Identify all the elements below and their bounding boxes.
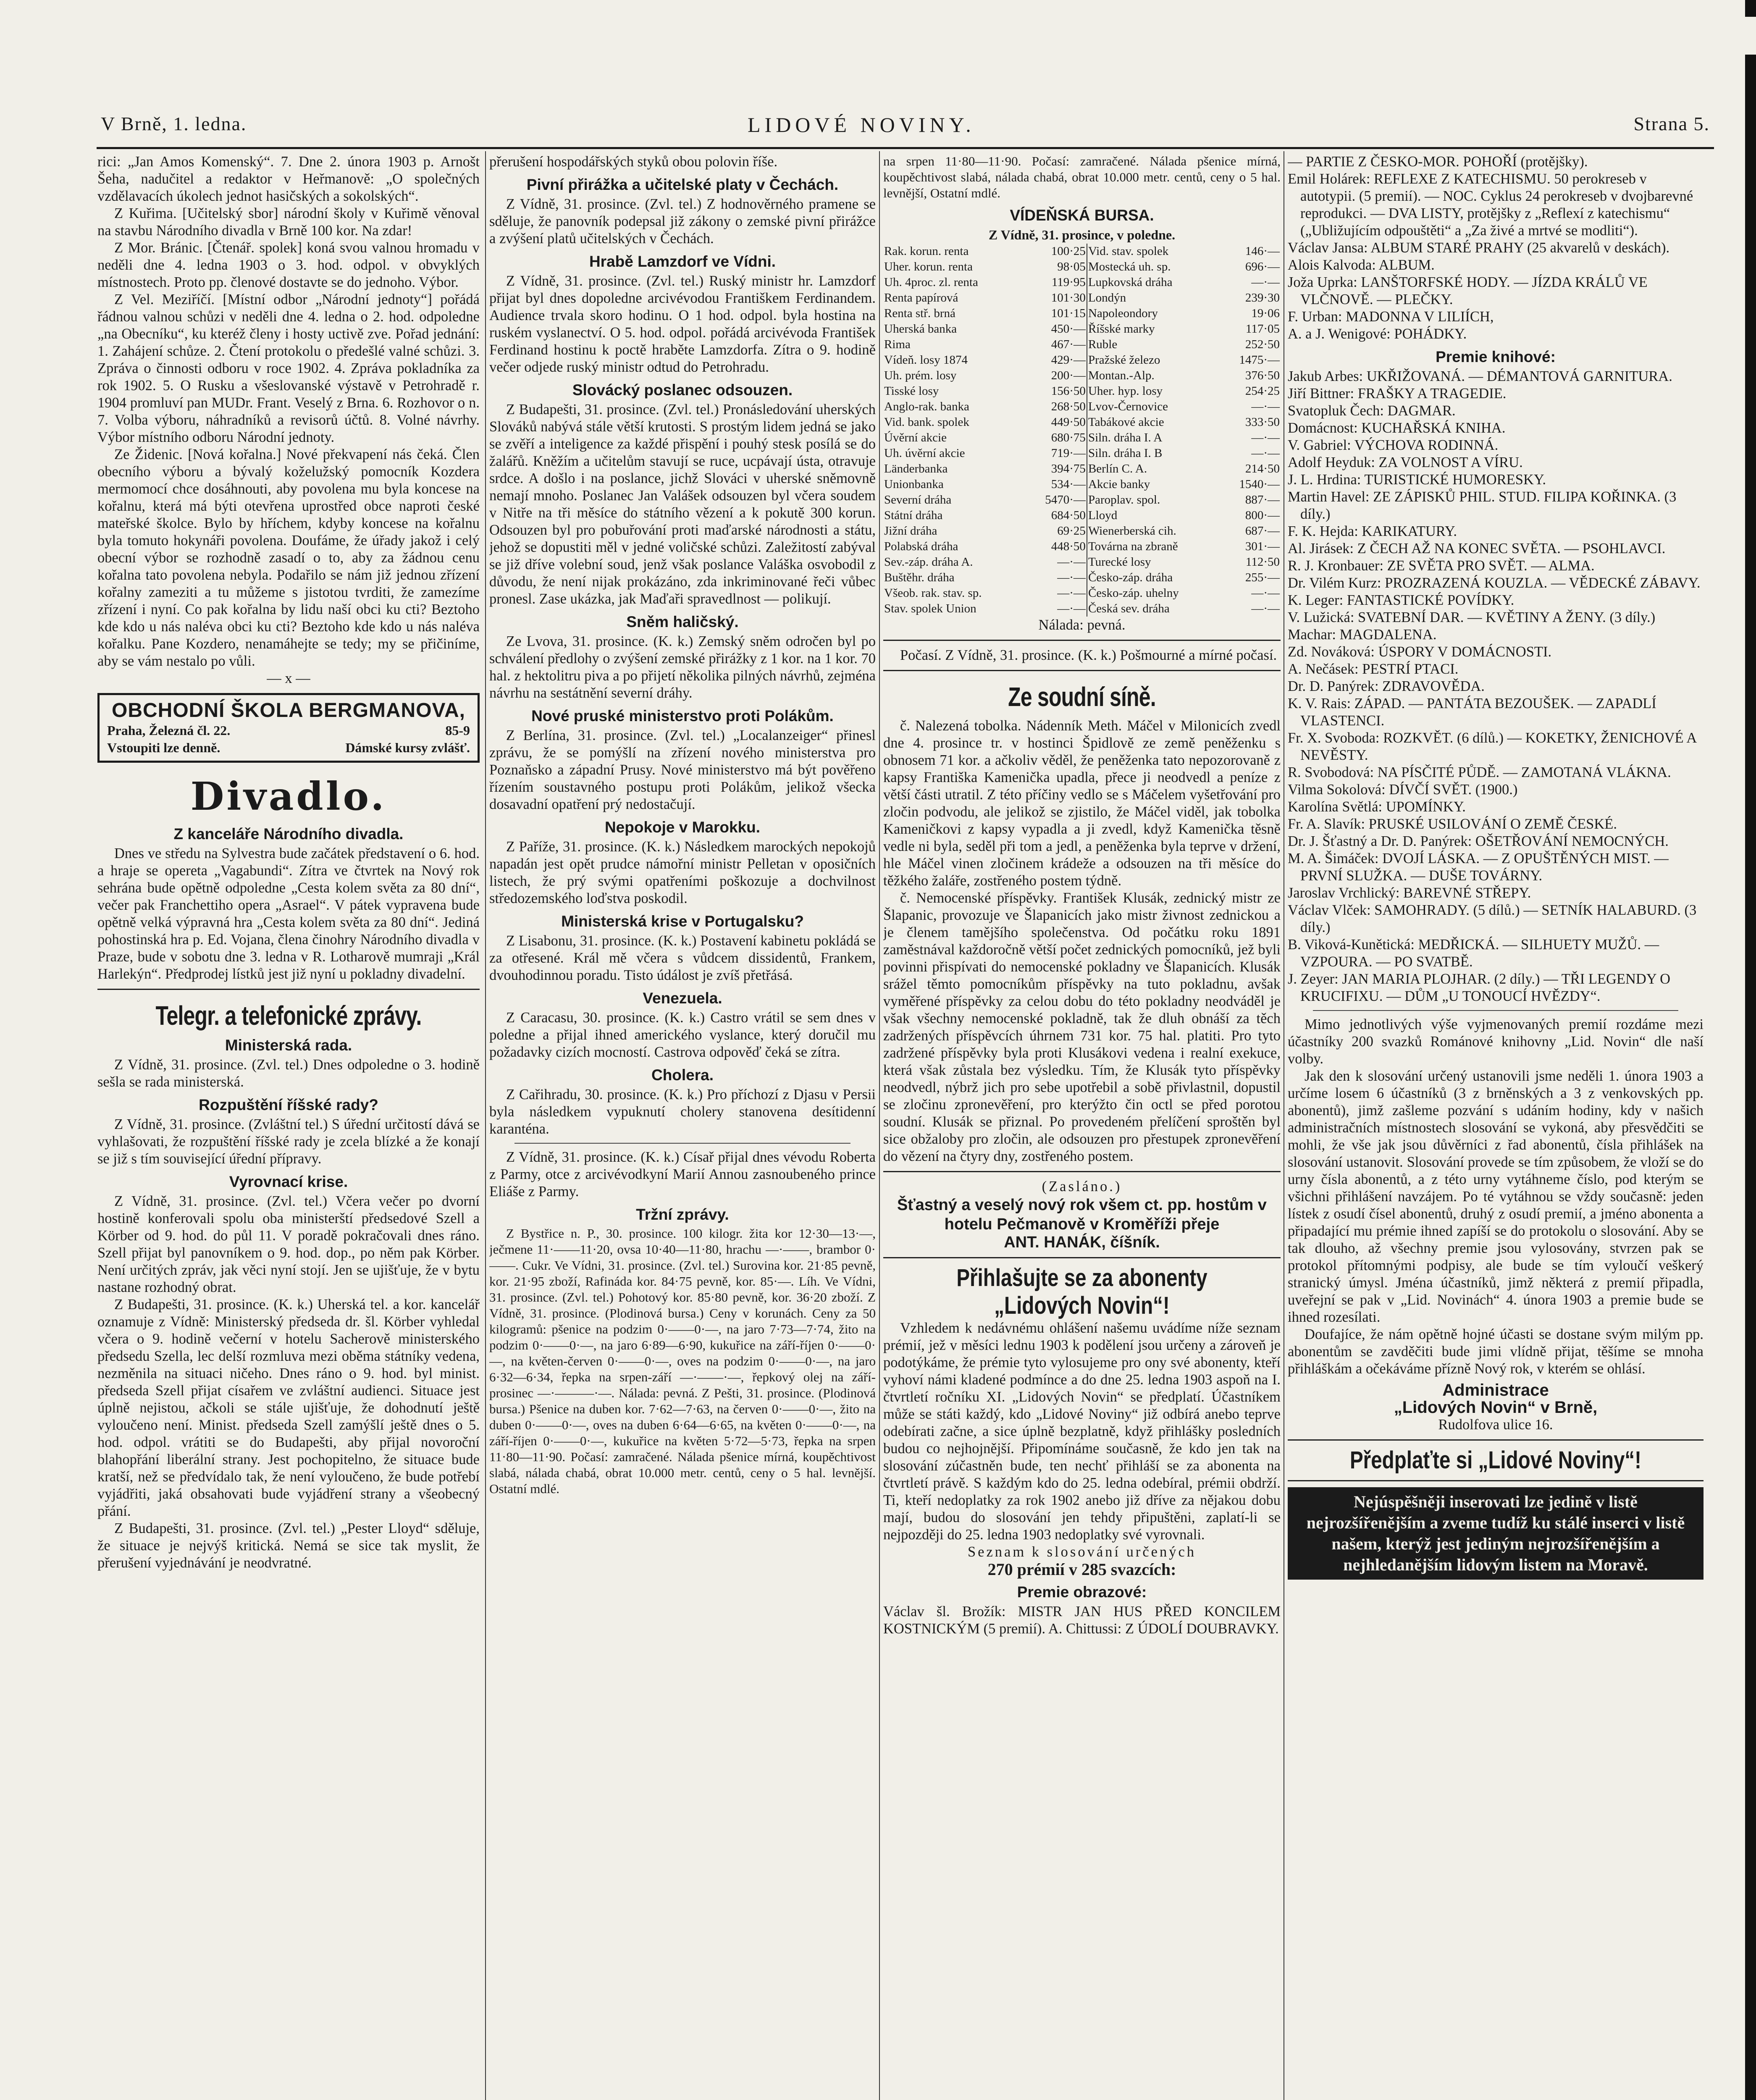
exchange-value: 449·50 [1026, 415, 1087, 430]
lottery-heading: Seznam k slosování určených [967, 1544, 1197, 1560]
exchange-value: —·— [1251, 446, 1280, 460]
exchange-value: 117·05 [1245, 322, 1280, 336]
exchange-value: 146·— [1245, 244, 1280, 258]
exchange-value: —·— [1251, 431, 1280, 444]
exchange-value: —·— [1251, 586, 1280, 600]
premium-item: F. Urban: MADONNA V LILIÍCH, [1288, 309, 1494, 325]
premium-list: Václav šl. Brožík: MISTR JAN HUS PŘED KONCILEM KOSTNICKÝM (5 premií). A. Chittussi: Z ÚDOLÍ DOUBRAVKY. [883, 1604, 1281, 1637]
exchange-value: —·— [1251, 276, 1280, 289]
exchange-name: Uher. korun. renta [884, 260, 973, 273]
exchange-value: 333·50 [1245, 415, 1280, 429]
exchange-name: Stav. spolek Union [884, 602, 976, 615]
exchange-name: Všeob. rak. stav. sp. [884, 586, 982, 600]
premium-item: Jakub Arbes: UKŘIŽOVANÁ. — DÉMANTOVÁ GARNITURA. [1288, 368, 1672, 384]
exchange-value: 450·— [1026, 321, 1087, 337]
school-advertisement [97, 693, 480, 763]
exchange-name: Renta stř. brná [884, 307, 955, 320]
premium-item: Al. Jirásek: Z ČECH AŽ NA KONEC SVĚTA. — PSOHLAVCI. [1288, 541, 1666, 556]
exchange-date: Z Vídně, 31. prosince, v poledne. [988, 227, 1176, 242]
premium-item: B. Viková-Kunětická: MEDŘICKÁ. — SILHUETY MUŽŮ. — VZPOURA. — PO SVATBĚ. [1288, 937, 1659, 970]
article-text: č. Nemocenské příspěvky. František Klusák, zednický mistr ze Šlapanic, provozuje ve Šlapanicích jako mistr živnost zednickou a je členem tamějšího společenstva. Od počátku roku 1891 zaměstnával každoročně větší počet zednických pomocníků, jež byli povinni přispívati do nemocenské pokladny ve Šlapanicích. Klusák srážel těmto pomocníkům příspěvky na tuto pokladnu, avšak vyměřené příspěvky za celou dobu do této pokladny neodváděl je však všechny nemocenské pokladně, tak že dluh obnáší za těch zadržených příspěvcích úhrnem 731 kor. 75 hal. platiti. Pro tyto zadržené příspěvky byla proti Klusákovi vedena i realní exekuce, která však zůstala bez výsledku. Tím, že Klusák tyto příspěvky neodvedl, nýbrž jich pro sebe upotřebil a sobě přivlastnil, dopustil se zločinu zpronevěření, pro kterýžto čin octl se před porotou soudní. Klusák se přiznal. Po provedeném přelíčení sproštěn byl sice obžaloby pro zločin, ale odsouzen pro přestupek zpronevěření do vězení na čtyry dny, zostřeného postem. [883, 890, 1281, 1164]
column-divider [879, 151, 880, 2100]
column-2 [489, 153, 876, 2100]
article-text: Ze Židenic. [Nová kořalna.] Nové překvapení nás čeká. Člen obecního výboru a bývalý koželužský pomocník Kozdera mermomocí chce dosáhnouti, aby povolena mu byla koncese na kořalnu, která má býti otevřena uprostřed obce naproti české mateřské školce. Bylo by hříchem, kdyby koncese na kořalnu byla tomuto hokynáři povolena. Doufáme, že úřady jakož i celý obecní výbor se rozhodně zasadí o to, aby za žádnou cenu kořalna tato povolena nebyla. Podařilo se nám již jednou zřízení kořalny zameziti a tu můžeme s jistotou tvrditi, že zamezíme zřízení i nyní. Co pak kořalna by lidu naší obci ku cti? Beztoho kde kdo u nás naléva obci ku cti? Beztoho kde kdo u nás naléva kořalku. Pane Kozdero, nenamáhejte se tedy; my se přičiníme, aby se vám nestalo po vůli. [97, 446, 480, 669]
exchange-value: 448·50 [1026, 539, 1087, 554]
exchange-value: 98·05 [1026, 259, 1087, 275]
exchange-value: —·— [1026, 601, 1087, 617]
exchange-name: Berlín C. A. [1088, 462, 1147, 475]
zaslano-label: (Zasláno.) [1042, 1179, 1122, 1194]
article-heading: Ministerská krise v Portugalsku? [561, 913, 804, 930]
admin-name: „Lidových Novin“ v Brně, [1394, 1398, 1598, 1417]
exchange-row [883, 399, 1281, 415]
exchange-name: Rak. korun. renta [884, 244, 969, 258]
subscribe-banner: Předplaťte si „Lidové Noviny“! [1349, 1446, 1642, 1474]
school-ad-code: 85-9 [445, 723, 470, 738]
exchange-name: Česká sev. dráha [1088, 602, 1170, 615]
premium-item: K. Leger: FANTASTICKÉ POVÍDKY. [1288, 592, 1515, 608]
school-ad-note: Dámské kursy zvlášť. [345, 740, 470, 755]
article-heading: Ministerská rada. [225, 1037, 352, 1054]
masthead-title: LIDOVÉ NOVINY. [748, 113, 975, 136]
column-1 [97, 153, 480, 2100]
article-heading: Vyrovnací krise. [229, 1173, 348, 1190]
end-mark: — x — [267, 670, 310, 686]
greeting-ad: Šťastný a veselý nový rok všem ct. pp. hostům v hotelu Pečmanově v Kroměříži přeje [897, 1196, 1267, 1233]
premium-item: — PARTIE Z ČESKO-MOR. POHOŘÍ (protějšky). [1288, 154, 1588, 170]
exchange-value: 376·50 [1245, 369, 1280, 382]
exchange-value: 687·— [1245, 524, 1280, 538]
exchange-name: Polabská dráha [884, 540, 958, 553]
column-3 [883, 153, 1281, 2100]
school-ad-address: Praha, Železná čl. 22. [107, 723, 231, 738]
exchange-value: 214·50 [1245, 462, 1280, 475]
exchange-value: 101·15 [1026, 306, 1087, 321]
article-text: Z Budapešti, 31. prosince. (K. k.) Uherská tel. a kor. kancelář oznamuje z Vídně: Ministerský předseda dr. šl. Körber vyhledal včera o 9. hodině večerní v hotelu Sacherově ministerského předsedu Szella, lec delší rozmluva mezi oběma státníky vedena, nezměnila na situaci ničeho. Dnes ráno o 9. hod. byl minist. předseda Szell přijat císařem ve zvláštní audienci. Situace jest úplně nejistou, ačkoli se stále ujišťuje, že dohodnutí ještě vyloučeno není. Minist. předseda Szell zamýšlí ještě dnes o 5. hod. odpol. vrátiti se do Budapešti, aby přijal novoroční blahopřání liberální strany. Jest pochopitelno, že situace bude kratší, než se předvídalo tak, že není vyloučeno, že bude potřebí vyjádřiti, jaká obsahovati bude vyjádření strany a všeobecný přání. [97, 1297, 480, 1519]
exchange-value: 429·— [1026, 352, 1087, 368]
lottery-count: 270 prémií v 285 svazcích: [987, 1560, 1176, 1579]
exchange-name: Jižní dráha [884, 524, 937, 538]
exchange-name: Sev.-záp. dráha A. [884, 555, 973, 569]
exchange-name: Rima [884, 338, 911, 351]
market-report: na srpen 11·80—11·90. Počasí: zamračené. Nálada pšenice mírná, koupěchtivost slabá, nálada chabá, obrat 10.000 metr. centů, ceny o 5 hal. levnější, Ostatní mdlé. [883, 154, 1281, 200]
article-text: Z Budapešti, 31. prosince. (Zvl. tel.) Pronásledování uherských Slováků nabývá stále větší krutosti. S prostým lidem jedná se jako se zvěří a inteligence za každé přispění i pouhý stesk posílá se do žalářů. Kněžím a učitelům stavují se ruce, ucpávají ústa, otravuje srdce. A došlo i na poslance, jichž Slováci v uherské sněmovně nemají mnoho. Poslanec Jan Valášek odsouzen byl včera soudem v Nitře na tři měsíce do státního vězení a k pokutě 300 korun. Odsouzen byl pro pobuřování proti maďarské národnosti a státu, jehož se dopustiti měl v jedné voličské schůzi. Zaležitostí zabýval se již dříve volební soud, jenž však poslance Valáška osvobodil z důvodu, že není nijak prokázáno, zda inkriminované řeči vůbec pronesl. Zase ukázka, jak Maďaři spravedlnost — polikují. [489, 402, 876, 607]
exchange-row [883, 244, 1281, 259]
premium-item: Martin Havel: ZE ZÁPISKŮ PHIL. STUD. FILIPA KOŘINKA. (3 díly.) [1288, 489, 1677, 522]
premium-item: Václav Jansa: ALBUM STARÉ PRAHY (25 akvarelů v deskách). [1288, 240, 1670, 256]
article-text: Z Vídně, 31. prosince. (Zvl. tel.) Včera večer po dvorní hostině konferovali spolu oba ministerští předsedové Szell a Körber od 9. hod. do půl 11. V poradě pokračovali dnes ráno. Szell přijat byl panovníkem o 9. hod. dop., po něm pak Körber. Není určitých zpráv, jak věci nyní stojí. Jen se ujišťuje, že v bytu nastane rozhodný obrat. [97, 1193, 480, 1295]
article-text: Ze Lvova, 31. prosince. (K. k.) Zemský sněm odročen byl po schválení předlohy o zvýšení zemské přirážky z 1 kor. na 1 kor. 70 hal. z hektolitru piva a po přijetí několika pilných návrhů, zejména návrhu na sestátnění severní dráhy. [489, 633, 876, 701]
section-rule [883, 1171, 1281, 1172]
premium-item: Fr. A. Slavík: PRUSKÉ USILOVÁNÍ O ZEMĚ ČESKÉ. [1288, 816, 1617, 832]
article-heading: Rozpuštění říšské rady? [199, 1096, 378, 1113]
exchange-value: —·— [1251, 400, 1280, 413]
greeting-signature: ANT. HANÁK, číšník. [1004, 1234, 1160, 1251]
exchange-value: 254·25 [1245, 384, 1280, 398]
section-rule [1313, 1010, 1678, 1011]
article-text: Z Kuřima. [Učitelský sbor] národní školy v Kuřimě věnoval na stavbu Národního divadla v Brně 100 kor. Na zdar! [97, 205, 480, 239]
article-text: Z Vídně, 31. prosince. (Zvl. tel.) Dnes odpoledne o 3. hodině sešla se rada ministerská. [97, 1057, 480, 1090]
exchange-value: 301·— [1245, 540, 1280, 553]
exchange-name: Ruble [1088, 338, 1118, 351]
exchange-name: Lupkovská dráha [1088, 276, 1173, 289]
section-heading-telegrams: Telegr. a telefonické zprávy. [155, 1000, 422, 1031]
article-text: Z Vídně, 31. prosince. (Zvl. tel.) Z hodnověrného pramene se sděluje, že panovník podepsal již zákony o zemské pivní přirážce a zvýšení platů učitelských v Čechách. [489, 196, 876, 247]
exchange-name: Montan.-Alp. [1088, 369, 1155, 382]
exchange-name: Londýn [1088, 291, 1126, 304]
article-text: Z Berlína, 31. prosince. (Zvl. tel.) „Localanzeiger“ přinesl zprávu, že se pomýšlí na zřízení nového ministerstva pro Poznaňsko a západní Prusy. Nové ministerstvo má být pověřeno řízením soustavného postupu proti Polákům, jelikož všecka dosavadní opatření prý nedostačují. [489, 727, 876, 812]
exchange-name: Siln. dráha I. A [1088, 431, 1163, 444]
masthead-date: V Brně, 1. ledna. [101, 113, 247, 134]
article-text: Z Caracasu, 30. prosince. (K. k.) Castro vrátil se sem dnes v poledne a přijal ihned amerického vyslance, který doručil mu požadavky cizích mocností. Castrova odpověď čeká se zítra. [489, 1010, 876, 1060]
exchange-row [883, 383, 1281, 399]
exchange-name: Napoleondory [1088, 307, 1158, 320]
masthead-rule [97, 147, 1714, 149]
section-rule [883, 1257, 1281, 1258]
premium-heading: Premie knihové: [1436, 348, 1556, 365]
exchange-value: 119·95 [1026, 275, 1087, 290]
exchange-name: Turecké losy [1088, 555, 1151, 569]
scan-edge [1745, 0, 1756, 2100]
exchange-name: Anglo-rak. banka [884, 400, 969, 413]
article-text: Vzhledem k nedávnému ohlášení našemu uvádíme níže seznam prémií, jež v měsíci lednu 1903 k podělení jsou určeny a zároveň je podotýkáme, že prémie tyto vylosujeme pro ony své abonenty, kteří vyhoví námi kladené podmínce a do dne 25. ledna 1903 aspoň na I. čtvrtletí ročníku XI. „Lidových Novin“ se předplatí. Účastníkem může se státi každý, kdo „Lidové Noviny“ již odbírá anebo teprve odebírati začne, a sice úplně bezplatně, když přihlášky posledních budou co nejhojnější. Připomínáme současně, že kdo jen tak na slosování zúčastněn bude, ten nechť přihláší se za abonenta na čtvrtletí právě. S každým kdo do 25. ledna odebíral, prémii obdrží. Ti, kteří nedoplatky za rok 1902 anebo již dříve za nějakou dobu mají, budou do slosování jen tehdy připuštěni, zaplatí-li se nejpozději do 25. ledna 1903 nedoplatky své vyrovnali. [883, 1320, 1281, 1543]
premium-item: Fr. X. Svoboda: ROZKVĚT. (6 dílů.) — KOKETKY, ŽENICHOVÉ A NEVĚSTY. [1288, 730, 1696, 763]
exchange-value: —·— [1251, 602, 1280, 615]
exchange-value: 69·25 [1026, 523, 1087, 539]
premium-item: V. Gabriel: VÝCHOVA RODINNÁ. [1288, 437, 1499, 453]
exchange-row [883, 461, 1281, 477]
exchange-value: 239·30 [1245, 291, 1280, 304]
article-text: rici: „Jan Amos Komenský“. 7. Dne 2. února 1903 p. Arnošt Šeha, nadučitel a redaktor v Heřmanově: „O společných vzdělavacích úkolech jednot hasičských a sokolských“. [97, 154, 480, 204]
exchange-name: Vid. bank. spolek [884, 415, 969, 429]
exchange-row [883, 306, 1281, 321]
exchange-mood: Nálada: pevná. [1038, 617, 1126, 633]
article-heading: Venezuela. [643, 990, 722, 1007]
article-text: Mimo jednotlivých výše vyjmenovaných premií rozdáme mezi účastníky 200 svazků Románové knihovny „Lid. Novin“ dle naší volby. [1288, 1016, 1704, 1067]
article-text: Z Vídně, 31. prosince. (K. k.) Císař přijal dnes vévodu Roberta z Parmy, otce z arcivévodkyní Marií Annou zasnoubeného prince Eliáše z Parmy. [489, 1149, 876, 1200]
exchange-name: Paroplav. spol. [1088, 493, 1160, 507]
market-report: Z Bystřice n. P., 30. prosince. 100 kilogr. žita kor 12·30—13·—, ječmene 11·——11·20, ovsa 10·40—11·80, hrachu —·——, brambor 0·——. Cukr. Ve Vídni, 31. prosince. (Zvl. tel.) Surovina kor. 21·85 pevně, kor. 21·95 zboží, Rafináda kor. 84·75 pevně, kor. 85·—. Líh. Ve Vídni, 31. prosince. (Zvl. tel.) Pohotový kor. 85·80 pevně, kor. 36·20 zboží. Z Vídně, 31. prosince. (Plodinová bursa.) Ceny v korunách. Ceny za 50 kilogramů: pšenice na podzim 0·——0·—, na jaro 7·73—7·74, žito na podzim 0·——0·—, na jaro 6·89—6·90, kukuřice na září-říjen 0·——0·—, na květen-červen 0·——0·—, oves na podzim 0·——0·—, na jaro 6·32—6·34, řepka na srpen-září —·——·—, řepkový olej na září-prosinec —·———·—. Nálada: pevná. Z Pešti, 31. prosince. (Plodinová bursa.) Pšenice na duben kor. 7·62—7·63, na červen 0·——0·—, žito na duben 0·——0·—, oves na duben 6·64—6·65, na květen 0·——0·—, na září-říjen 0·——0·—, kukuřice na květen 5·72—5·73, řepka na srpen 11·80—11·90. Počasí: zamračené. Nálada pšenice mírná, koupěchtivost slabá, nálada chabá, obrat 10.000 metr. centů, ceny o 5 hal. levnější. Ostatní mdlé. [489, 1226, 876, 1496]
exchange-row [883, 290, 1281, 306]
exchange-name: Tisské losy [884, 384, 939, 398]
exchange-name: Akcie banky [1088, 478, 1150, 491]
masthead-page: Strana 5. [1633, 113, 1710, 134]
exchange-row [883, 321, 1281, 337]
exchange-value: 800·— [1245, 509, 1280, 522]
article-text: Z Cařihradu, 30. prosince. (K. k.) Pro příchozí z Djasu v Persii byla následkem vypuknutí cholery stanovena desítidenní karanténa. [489, 1087, 876, 1137]
exchange-row [883, 477, 1281, 492]
exchange-value: 696·— [1245, 260, 1280, 273]
premium-item: Václav Vlček: SAMOHRADY. (5 dílů.) — SETNÍK HALABURD. (3 díly.) [1288, 902, 1697, 935]
premium-item: Emil Holárek: REFLEXE Z KATECHISMU. 50 perokreseb v autotypii. (5 premií). — NOC. Cyklus 24 perokreseb v dvojbarevné reprodukci. — DVA LISTY, protějšky z „Reflexí z katechismu“ („Ubližujícím odpouštěti“ a „Za živé a mrtvé se modliti“). [1288, 171, 1693, 239]
premium-item: R. J. Kronbauer: ZE SVĚTA PRO SVĚT. — ALMA. [1288, 558, 1595, 574]
article-text: Z Mor. Bránic. [Čtenář. spolek] koná svou valnou hromadu v neděli dne 4. ledna 1903 o 3. hod. odpol. v obvyklých místnostech. Proto pp. členové dostavte se do jednoho. Výbor. [97, 240, 480, 290]
exchange-name: Mostecká uh. sp. [1088, 260, 1171, 273]
exchange-name: Severní dráha [884, 493, 952, 507]
premium-item: Joža Uprka: LANŠTORFSKÉ HODY. — JÍZDA KRÁLŮ VE VLČNOVĚ. — PLEČKY. [1288, 274, 1648, 307]
exchange-name: Vid. stav. spolek [1088, 244, 1169, 258]
exchange-value: 467·— [1026, 337, 1087, 352]
exchange-value: 394·75 [1026, 461, 1087, 477]
premium-item: A. Nečásek: PESTRÍ PTACI. [1288, 661, 1459, 677]
article-heading: Nepokoje v Marokku. [604, 819, 761, 836]
premium-item: Alois Kalvoda: ALBUM. [1288, 257, 1435, 273]
premium-item: Domácnost: KUCHAŘSKÁ KNIHA. [1288, 420, 1506, 436]
exchange-value: 534·— [1026, 477, 1087, 492]
exchange-row [883, 368, 1281, 383]
exchange-value: 887·— [1245, 493, 1280, 507]
section-rule [97, 989, 480, 990]
exchange-row [883, 275, 1281, 290]
exchange-name: Česko-záp. uhelny [1088, 586, 1179, 600]
exchange-value: 156·50 [1026, 383, 1087, 399]
column-4 [1288, 153, 1704, 2100]
article-text: přerušení hospodářských styků obou polovin říše. [489, 154, 778, 170]
premium-item: R. Svobodová: NA PÍSČITÉ PŮDĚ. — ZAMOTANÁ VLÁKNA. [1288, 764, 1671, 780]
article-text: Dnes ve středu na Sylvestra bude začátek představení o 6. hod. a hraje se opereta „Vagabundi“. Zítra ve čtvrtek na Nový rok sehrána bude opětně odpoledne „Cesta kolem světa za 80 dní“, večer pak Franchettiho opera „Asrael“. V pátek vypravena bude opětně velká výpravná hra „Cesta kolem světa za 80 dní“. Jediná pohostinská hra p. Ed. Vojana, člena činohry Národního divadla v Praze, bude v sobotu dne 3. ledna v R. Lotharově mumraji „Král Harlekýn“. Předprodej lístků jest již nyní u pokladny divadelní. [97, 845, 480, 982]
article-text: č. Nalezená tobolka. Nádenník Meth. Máčel v Milonicích zvedl dne 4. prosince tr. v hostinci Špidlově ze země peněženku s obnosem 71 kor. a ačkoliv věděl, že peněženka tato nepozorovaně z kapsy Františka Kamenička upadla, přece ji neodvedl a peníze z větší části utratil. Z této příčiny vedlo se s Máčelem vyšetřování pro zločin podvodu, ale jelikož se zjistilo, že Máčel viděl, jak tobolka Kameničkovi z kapsy vypadla a ji zvedl, když Kamenička těsně vedle ni byla, seděl při tom a jedl, a peněženka byla teprve v držení, hle Máčel vinen zločinem krádeže a odsouzen na tři měsíce do těžkého žaláře, zostřeného postem týdně. [883, 718, 1281, 889]
section-rule [1288, 1439, 1704, 1441]
exchange-value: 1475·— [1239, 353, 1280, 367]
exchange-row [883, 446, 1281, 461]
premium-item: J. L. Hrdina: TURISTICKÉ HUMORESKY. [1288, 472, 1546, 488]
exchange-name: Česko-záp. dráha [1088, 571, 1173, 584]
exchange-row [883, 539, 1281, 554]
school-ad-title: OBCHODNÍ ŠKOLA BERGMANOVA, [112, 699, 465, 722]
exchange-name: Úvěrní akcie [884, 431, 947, 444]
premium-item: Dr. Vilém Kurz: PROZRAZENÁ KOUZLA. — VĚDECKÉ ZÁBAVY. [1288, 575, 1701, 591]
exchange-value: 719·— [1026, 446, 1087, 461]
exchange-name: Uh. prém. losy [884, 369, 957, 382]
admin-heading: Administrace [1442, 1381, 1549, 1399]
article-heading: Z kanceláře Národního divadla. [173, 825, 404, 843]
exchange-value: 268·50 [1026, 399, 1087, 415]
premium-heading: Premie obrazové: [1017, 1583, 1147, 1601]
exchange-row [883, 508, 1281, 523]
premium-item: M. A. Šimáček: DVOJÍ LÁSKA. — Z OPUŠTĚNÝCH MIST. — PRVNÍ SLUŽKA. — DUŠE TOVÁRNY. [1288, 850, 1669, 884]
exchange-value: —·— [1026, 554, 1087, 570]
exchange-name: Tabákové akcie [1088, 415, 1164, 429]
masthead [101, 113, 1710, 146]
exchange-value: 252·50 [1245, 338, 1280, 351]
weather-report: Počasí. Z Vídně, 31. prosince. (K. k.) Pošmourné a mírné počasí. [900, 647, 1277, 663]
article-text: Z Paříže, 31. prosince. (K. k.) Následkem marockých nepokojů napadán jest opět prudce námořní ministr Pelletan v oposičních listech, že prý svými opatřeními poškozuje a dochvilnost středozemského loďstva poskodil. [489, 839, 876, 906]
premium-list-books [1288, 368, 1704, 1005]
article-heading: Sněm haličský. [626, 613, 739, 630]
exchange-value: —·— [1026, 570, 1087, 585]
exchange-name: Uh. 4proc. zl. renta [884, 276, 978, 289]
subscribe-heading: Přihlašujte se za abonenty „Lidových Novin“! [956, 1264, 1207, 1319]
exchange-row [883, 523, 1281, 539]
exchange-value: 101·30 [1026, 290, 1087, 306]
article-heading: Nové pruské ministerstvo proti Polákům. [531, 707, 834, 724]
exchange-value: 255·— [1245, 571, 1280, 584]
article-text: Jak den k slosování určený ustanovili jsme neděli 1. února 1903 a určíme losem 6 účastníků (3 z brněnských a 3 z venkovských pp. abonentů), jimž zašleme pozvání s udáním hodiny, kdy v našich administračních místnostech slosování se vykoná, aby přesvědčiti se mohli, že vše jak jsou důvěrníci z řad abonentů, čísla přihlášek na slosování ustanovit. Slosování provede se tím způsobem, že vloží se do urny čísla abonentů, a z této urny vytáhneme číslo, pod kterým se všichni přihlášení navzájem. Po té vytáhnou se vždy současně: jeden lístek z osudí čísel abonentů, druhý z osudí premií, a jméno abonenta a připadající mu prémie ihned zapíší se do protokolu o slosování. Aby se tak dlouho, až všechny premie jsou vylosovány, stvrzen pak se protokol přítomnými podpisy, ale bude se tím vyloučí veškerý stranický úmysl. Jména účastníků, jimž některá z premií připadla, uveřejní se pak v „Lid. Novinách“ 4. února 1903 a premie bude se ihned rozesílati. [1288, 1068, 1704, 1325]
exchange-heading: VÍDEŇSKÁ BURSA. [1010, 207, 1154, 224]
premium-item: Jaroslav Vrchlický: BAREVNÉ STŘEPY. [1288, 885, 1531, 901]
exchange-name: Uh. úvěrní akcie [884, 446, 965, 460]
exchange-row [883, 570, 1281, 585]
premium-item: Vilma Sokolová: DÍVČÍ SVĚT. (1900.) [1288, 782, 1518, 798]
section-heading-court: Ze soudní síně. [1008, 682, 1156, 712]
article-text: Z Vídně, 31. prosince. (Zvláštní tel.) S úřední určitostí dává se vyhlašovati, že rozpuštění říšské rady je zcela blízké a že konají se již s tím související úřední přípravy. [97, 1116, 480, 1167]
admin-address: Rudolfova ulice 16. [1438, 1417, 1553, 1433]
article-heading: Tržní zprávy. [636, 1206, 729, 1223]
exchange-value: 112·50 [1245, 555, 1280, 569]
exchange-name: Lloyd [1088, 509, 1118, 522]
section-rule [883, 670, 1281, 671]
article-text: Doufajíce, že nám opětně hojné účasti se dostane svým milým pp. abonentům se zavděčiti bude jimi vlídně přijat, těšíme se mnoha přihláškám a očekáváme přízně Nový rok, v kterém se ohlásí. [1288, 1326, 1704, 1377]
premium-item: Jiří Bittner: FRAŠKY A TRAGEDIE. [1288, 386, 1507, 402]
exchange-value: 1540·— [1239, 478, 1280, 491]
exchange-row [883, 492, 1281, 508]
premium-item: F. K. Hejda: KARIKATURY. [1288, 523, 1457, 539]
column-divider [485, 151, 486, 2100]
article-text: Z Lisabonu, 31. prosince. (K. k.) Postavení kabinetu pokládá se za otřesené. Král mě včera s vůdcem dissidentů, Frankem, dvouhodinnou poradu. Tisto údálost je zvíš přetřásá. [489, 933, 876, 983]
premium-item: K. V. Rais: ZÁPAD. — PANTÁTA BEZOUŠEK. — ZAPADLÍ VLASTENCI. [1288, 696, 1656, 729]
section-rule [883, 640, 1281, 641]
exchange-name: Uher. hyp. losy [1088, 384, 1163, 398]
exchange-row [883, 352, 1281, 368]
premium-item: Adolf Heyduk: ZA VOLNOST A VÍRU. [1288, 454, 1523, 470]
premium-item: Svatopluk Čech: DAGMAR. [1288, 403, 1456, 419]
exchange-row [883, 430, 1281, 446]
section-heading-divadlo: Divadlo. [190, 774, 387, 819]
advertising-box: Nejúspěšněji inserovati lze jedině v listě nejrozšířenějším a zveme tudíž ku stálé inserci v listě našem, kterýž jest jediným nejrozšířenějším a nejhledanějším lidovým listem na Moravě. [1288, 1487, 1704, 1580]
exchange-name: Renta papírová [884, 291, 958, 304]
exchange-name: Buštěhr. dráha [884, 571, 955, 584]
article-heading: Pivní přirážka a učitelské platy v Čechách. [526, 176, 839, 193]
exchange-row [883, 259, 1281, 275]
premium-item: J. Zeyer: JAN MARIA PLOJHAR. (2 díly.) — TŘI LEGENDY O KRUCIFIXU. — DŮM „U TONOUCÍ HVĚZDY“. [1288, 971, 1670, 1004]
exchange-value: 100·25 [1026, 244, 1087, 259]
premium-item: V. Lužická: SVATEBNÍ DAR. — KVĚTINY A ŽENY. (3 díly.) [1288, 609, 1656, 625]
exchange-row [883, 337, 1281, 352]
exchange-row [883, 601, 1281, 617]
exchange-name: Wienerberská cih. [1088, 524, 1176, 538]
premium-item: Dr. D. Panýrek: ZDRAVOVĚDA. [1288, 678, 1485, 694]
article-text: Z Vídně, 31. prosince. (Zvl. tel.) Ruský ministr hr. Lamzdorf přijat byl dnes dopoledne arcivévodou Františkem Ferdinandem. Audience trvala skoro hodinu. O 1 hod. odpol. byla hostina na ruském vyslanectví. O 5. hod. odpol. pořádá arcivévoda František Ferdinand hostinu k poctě hraběte Lamzdorfa. Zítra o 9. hodině večer odjede ruský ministr odtud do Petrohradu. [489, 273, 876, 375]
exchange-name: Uherská banka [884, 322, 957, 336]
exchange-value: 684·50 [1026, 508, 1087, 523]
exchange-value: 5470·— [1026, 492, 1087, 508]
premium-item: Zd. Nováková: ÚSPORY V DOMÁCNOSTI. [1288, 644, 1552, 660]
exchange-name: Lvov-Černovice [1088, 400, 1168, 413]
article-heading: Cholera. [651, 1066, 714, 1084]
exchange-table [883, 244, 1281, 617]
premium-item: Dr. J. Šťastný a Dr. D. Panýrek: OŠETŘOVÁNÍ NEMOCNÝCH. [1288, 833, 1669, 849]
exchange-row [883, 415, 1281, 430]
exchange-value: 200·— [1026, 368, 1087, 383]
exchange-name: Vídeň. losy 1874 [884, 353, 968, 367]
exchange-name: Länderbanka [884, 462, 948, 475]
exchange-name: Říšské marky [1088, 322, 1155, 336]
exchange-row [883, 554, 1281, 570]
exchange-name: Továrna na zbraně [1088, 540, 1178, 553]
article-text: Z Vel. Meziříčí. [Místní odbor „Národní jednoty“] pořádá řádnou valnou schůzi v neděli dne 4. ledna o 2. hod. odpoledne „na Obecníku“, ku kteréž členy i hosty uctivě zve. Pořad jednání: 1. Zahájení schůze. 2. Čtení protokolu o předešlé valné schůzi. 3. Zpráva o činnosti odboru v roce 1902. 4. Zpráva pokladníka za rok 1902. 5. O Rusku a všeslovanské výstavě v Petrohradě r. 1904 promluví pan MUDr. Frant. Veselý z Brna. 6. Rozhovor o n. 7. Volba výboru, náhradníků a revisorů účtů. 8. Volné návrhy. Výbor místního odboru Národní jednoty. [97, 291, 480, 445]
school-ad-note: Vstoupiti lze denně. [107, 740, 220, 755]
premium-list-pictures [1288, 153, 1704, 343]
section-rule [1288, 1480, 1704, 1481]
exchange-row [883, 585, 1281, 601]
article-heading: Hrabě Lamzdorf ve Vídni. [589, 253, 776, 270]
premium-item: Machar: MAGDALENA. [1288, 627, 1437, 643]
exchange-name: Pražské železo [1088, 353, 1160, 367]
exchange-value: 680·75 [1026, 430, 1087, 446]
section-rule [514, 1143, 850, 1144]
exchange-name: Státní dráha [884, 509, 943, 522]
exchange-value: 19·06 [1251, 307, 1280, 320]
exchange-name: Unionbanka [884, 478, 944, 491]
premium-item: A. a J. Wenigové: POHÁDKY. [1288, 326, 1467, 342]
article-heading: Slovácký poslanec odsouzen. [572, 381, 793, 399]
article-text: Z Budapešti, 31. prosince. (Zvl. tel.) „Pester Lloyd“ sděluje, že situace je nejvýš kritická. Nemá se sice tak myslit, že přerušení vyjednávání je neodvratné. [97, 1520, 480, 1571]
exchange-value: —·— [1026, 585, 1087, 601]
premium-item: Karolína Světlá: UPOMÍNKY. [1288, 799, 1466, 815]
exchange-name: Siln. dráha I. B [1088, 446, 1163, 460]
